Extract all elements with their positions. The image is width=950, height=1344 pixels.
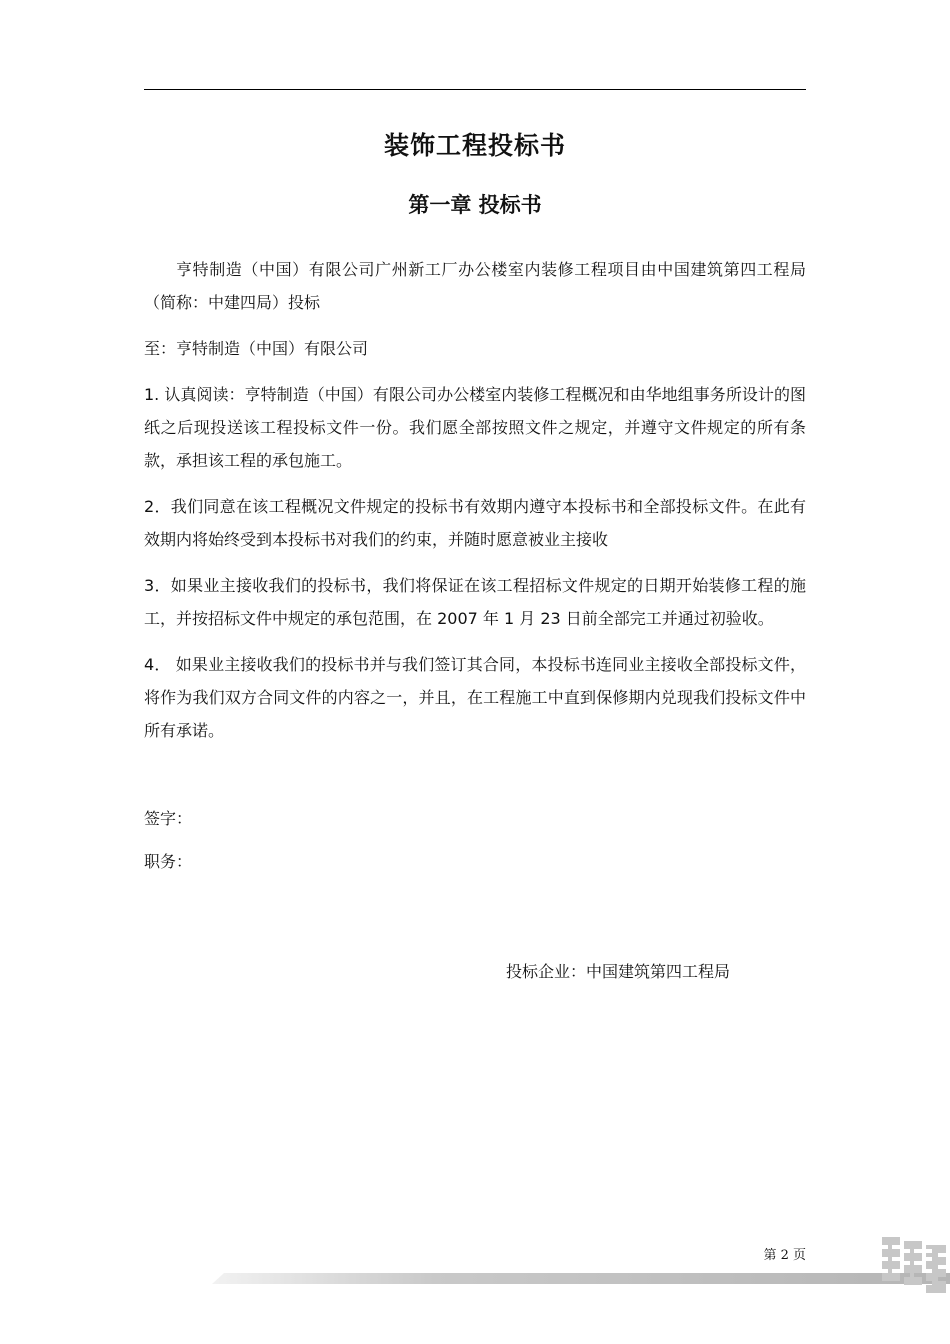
clause-paragraph-3: 3．如果业主接收我们的投标书，我们将保证在该工程招标文件规定的日期开始装修工程的施工，并按招标文件中规定的承包范围，在 2007 年 1 月 23 日前全部完工并通过初验收。 (144, 576, 806, 628)
recipient-line: 至：亨特制造（中国）有限公司 (144, 339, 369, 358)
position-label: 职务： (144, 852, 193, 871)
footer-band (212, 1273, 950, 1284)
page-number: 第 2 页 (763, 1248, 806, 1263)
stacked-blocks-logo-icon (876, 1235, 950, 1297)
bidder-line: 投标企业：中国建筑第四工程局 (506, 962, 731, 981)
chapter-heading: 第一章 投标书 (408, 193, 542, 217)
document-title: 装饰工程投标书 (383, 131, 566, 160)
intro-paragraph: 亨特制造（中国）有限公司广州新工厂办公楼室内装修工程项目由中国建筑第四工程局（简称：中建四局）投标 (144, 260, 806, 312)
clause-paragraph-2: 2．我们同意在该工程概况文件规定的投标书有效期内遵守本投标书和全部投标文件。在此有效期内将始终受到本投标书对我们的约束，并随时愿意被业主接收 (144, 497, 806, 549)
signature-label: 签字： (144, 809, 193, 828)
document-body (144, 253, 806, 888)
spacer (144, 760, 806, 802)
clause-paragraph-4: 4． 如果业主接收我们的投标书并与我们签订其合同，本投标书连同业主接收全部投标文件，将作为我们双方合同文件的内容之一，并且，在工程施工中直到保修期内兑现我们投标文件中所有承诺。 (144, 655, 806, 740)
header-rule (144, 89, 806, 90)
clause-paragraph-1: 1. 认真阅读：亨特制造（中国）有限公司办公楼室内装修工程概况和由华地组事务所设计的图纸之后现投送该工程投标文件一份。我们愿全部按照文件之规定，并遵守文件规定的所有条款，承担该工程的承包施工。 (144, 385, 806, 470)
